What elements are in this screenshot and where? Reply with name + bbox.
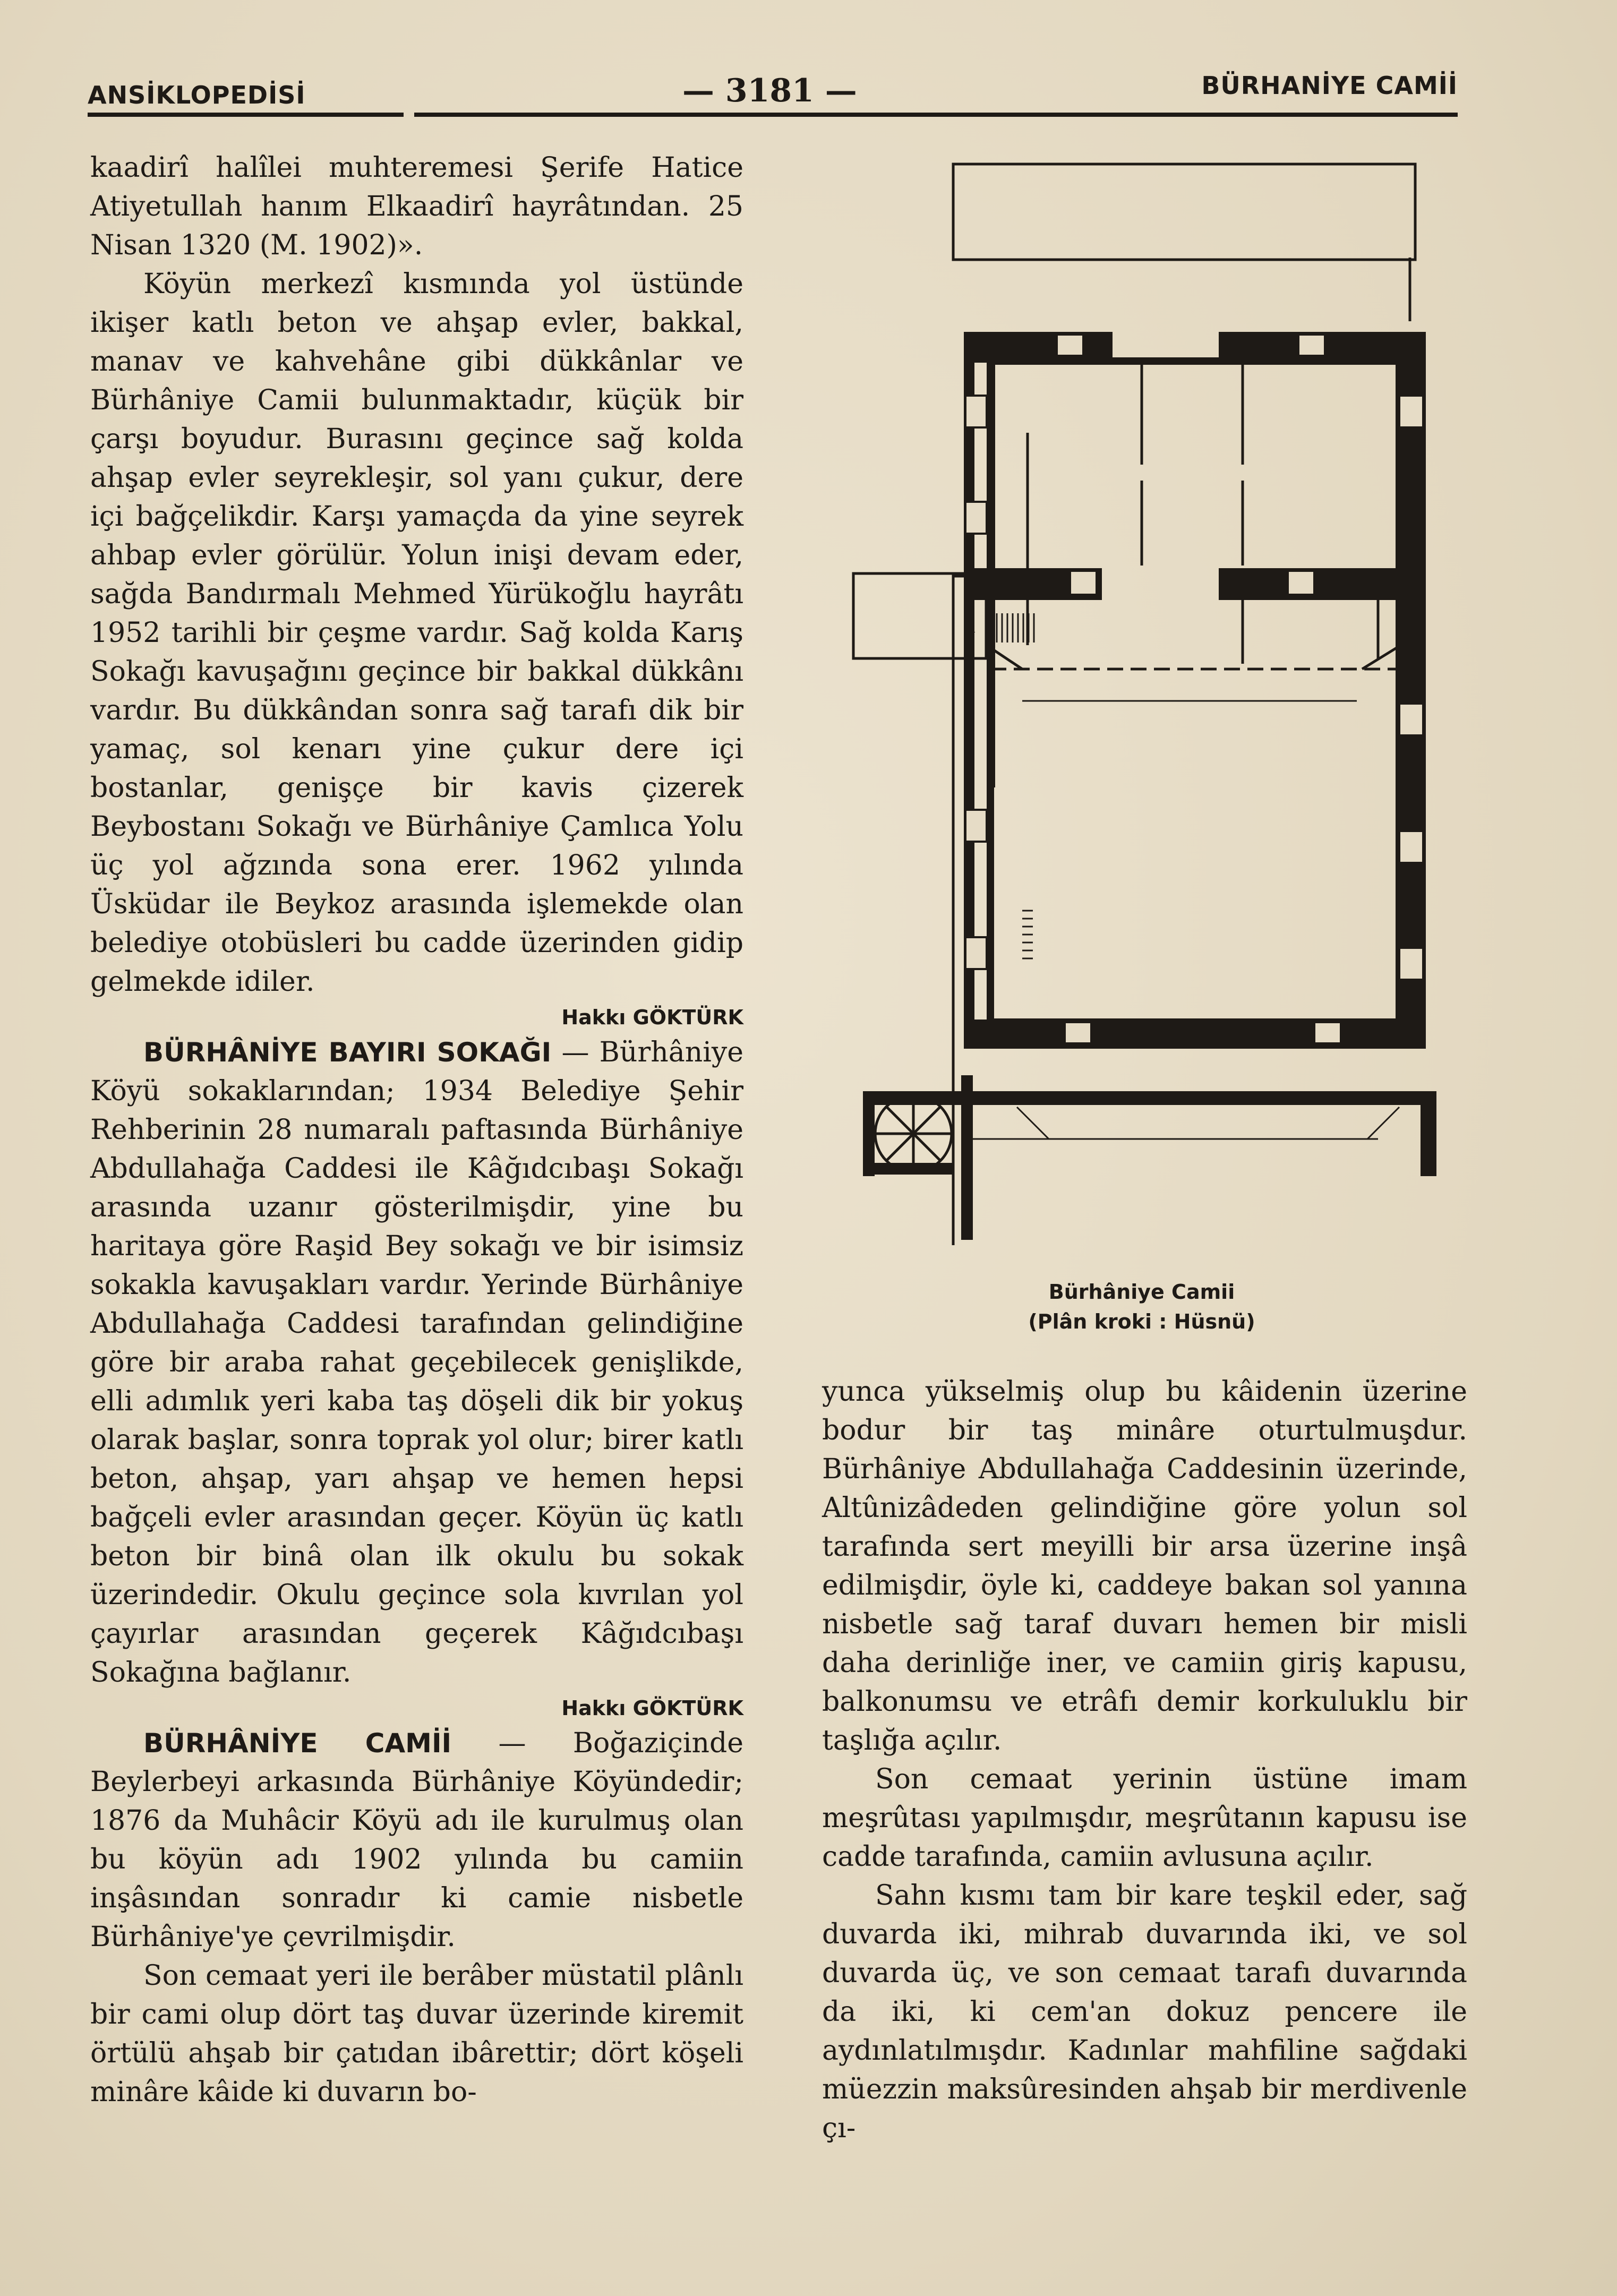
window-opening xyxy=(1399,948,1423,980)
window-opening xyxy=(965,810,987,842)
window-opening xyxy=(1057,335,1083,356)
paragraph-imam-residence: Son cemaat yerinin üstüne imam meşrûtası yapılmışdır, meşrûtanın kapusu ise cadde tarafında, camiin avlusuna açılır. xyxy=(822,1763,1467,1873)
entry-title: BÜRHÂNİYE CAMİİ xyxy=(143,1728,452,1759)
caption-credit: (Plân kroki : Hüsnü) xyxy=(1028,1310,1255,1333)
window-opening xyxy=(965,396,987,427)
plan-main-hall xyxy=(990,361,1399,1022)
window-opening xyxy=(1314,1022,1341,1043)
entry-title: BÜRHÂNİYE BAYIRI SOKAĞI xyxy=(143,1037,552,1068)
window-opening xyxy=(1070,571,1097,595)
entry-text: — Boğaziçinde Beylerbeyi arkasında Bürhâniye Köyündedir; 1876 da Muhâcir Köyü adı ile kurulmuş olan bu köyün adı 1902 yılında bu camiin inşâsından sonradır ki camie nisbetle Bürhâniye'ye çevrilmişdir. xyxy=(90,1727,744,1953)
window-opening xyxy=(1399,704,1423,735)
header-encyclopedia-title: ANSİKLOPEDİSİ xyxy=(88,81,306,109)
window-opening xyxy=(1288,571,1314,595)
page-number: — 3181 — xyxy=(682,72,857,109)
author-signature: Hakkı GÖKTÜRK xyxy=(561,1006,743,1029)
header-rule-right xyxy=(414,113,1458,117)
window-opening xyxy=(1399,831,1423,863)
header-rule-left xyxy=(88,113,404,117)
header-entry-title: BÜRHANİYE CAMİİ xyxy=(1201,71,1458,100)
window-opening xyxy=(965,937,987,969)
paragraph-village-center: Köyün merkezî kısmında yol üstünde ikişer katlı beton ve ahşap evler, bakkal, manav ve kahvehâne gibi dükkânlar ve Bürhâniye Camii bulunmaktadır, küçük bir çarşı boyudur. Burasını geçince sağ kolda ahşap evler seyrekleşir, sol yanı çukur, dere içi bağçelikdir. Karşı yamaçda da yine seyrek ahbap evler görülür. Yolun inişi devam eder, sağda Bandırmalı Mehmed Yürükoğlu hayrâtı 1952 tarihli bir çeşme vardır. Sağ kolda Karış Sokağı kavuşağını geçince bir bakkal dükkânı vardır. Bu dükkândan sonra sağ tarafı dik bir yamaç, sol kenarı yine çukur dere içi bostanlar, genişçe bir kavis çizerek Beybostanı Sokağı ve Bürhâniye Çamlıca Yolu üç yol ağzında sona erer. 1962 yılında Üsküdar ile Beykoz arasında işlemekde olan belediye otobüsleri bu cadde üzerinden gidip gelmekde idiler. xyxy=(90,268,743,998)
entry-burhaniye-camii xyxy=(90,1724,743,1957)
window-opening xyxy=(965,502,987,534)
window-opening xyxy=(1298,335,1325,356)
window-opening xyxy=(1399,396,1423,427)
page-header xyxy=(88,63,1458,116)
window-opening xyxy=(1065,1022,1091,1043)
paragraph-mosque-plan: Son cemaat yeri ile berâber müstatil plânlı bir cami olup dört taş duvar üzerinde kiremit örtülü ahşab bir çatıdan ibârettir; dört köşeli minâre kâide ki duvarın bo- xyxy=(90,1960,743,2108)
mosque-floor-plan xyxy=(847,151,1442,1335)
right-column xyxy=(822,1373,1467,2148)
plan-upper-outline xyxy=(953,164,1415,260)
entry-text: — Bürhâniye Köyü sokaklarından; 1934 Belediye Şehir Rehberinin 28 numaralı paftasında Bürhâniye Abdullahağa Caddesi ile Kâğıdcıbaşı Sokağı arasında uzanır gösterilmişdir, yine bu haritaya göre Raşid Bey sokağı ve bir isimsiz sokakla kavuşakları vardır. Yerinde Bürhâniye Abdullahağa Caddesi tarafından gelindiğine göre bir araba rahat geçebilecek genişlikde, elli adımlık yeri kaba taş döşeli dik bir yokuş olarak başlar, sonra toprak yol olur; birer katlı beton, ahşap, yarı ahşap ve hemen hepsi bağçeli evler arasından geçer. Köyün üç katlı beton bir binâ olan ilk okulu bu sokak üzerindedir. Okulu geçince sola kıvrılan yol çayırlar arasından geçerek Kâğıdcıbaşı Sokağına bağlanır. xyxy=(90,1036,743,1689)
paragraph-minaret: yunca yükselmiş olup bu kâidenin üzerine bodur bir taş minâre oturtulmuşdur. Bürhâniye Abdullahağa Caddesinin üzerinde, Altûnizâdeden gelindiğine göre yolun sol tarafında sert meyilli bir arsa üzerine inşâ edilmişdir, öyle ki, caddeye bakan sol yanına nisbetle sağ taraf duvarı hemen bir misli daha derinliğe iner, ve camiin giriş kapusu, balkonumsu ve etrâfı demir korkuluklu bir taşlığa açılır. xyxy=(822,1376,1467,1757)
paragraph-sanctuary: Sahn kısmı tam bir kare teşkil eder, sağ duvarda iki, mihrab duvarında iki, ve sol duvarda üç, ve son cemaat tarafı duvarında da iki, ki cem'an dokuz pencere ile aydınlatılmışdır. Kadınlar mahfiline sağdaki müezzin maksûresinden ahşab bir merdivenle çı- xyxy=(822,1880,1467,2144)
left-column xyxy=(90,149,743,2112)
figure-caption xyxy=(966,1277,1317,1337)
author-signature: Hakkı GÖKTÜRK xyxy=(561,1697,743,1720)
caption-title: Bürhâniye Camii xyxy=(1048,1280,1235,1304)
entry-bayiri-sokagi xyxy=(90,1033,743,1692)
paragraph-inscription-end: kaadirî halîlei muhteremesi Şerife Hatice Atiyetullah hanım Elkaadirî hayrâtından. 25 Nisan 1320 (M. 1902)». xyxy=(90,152,743,261)
